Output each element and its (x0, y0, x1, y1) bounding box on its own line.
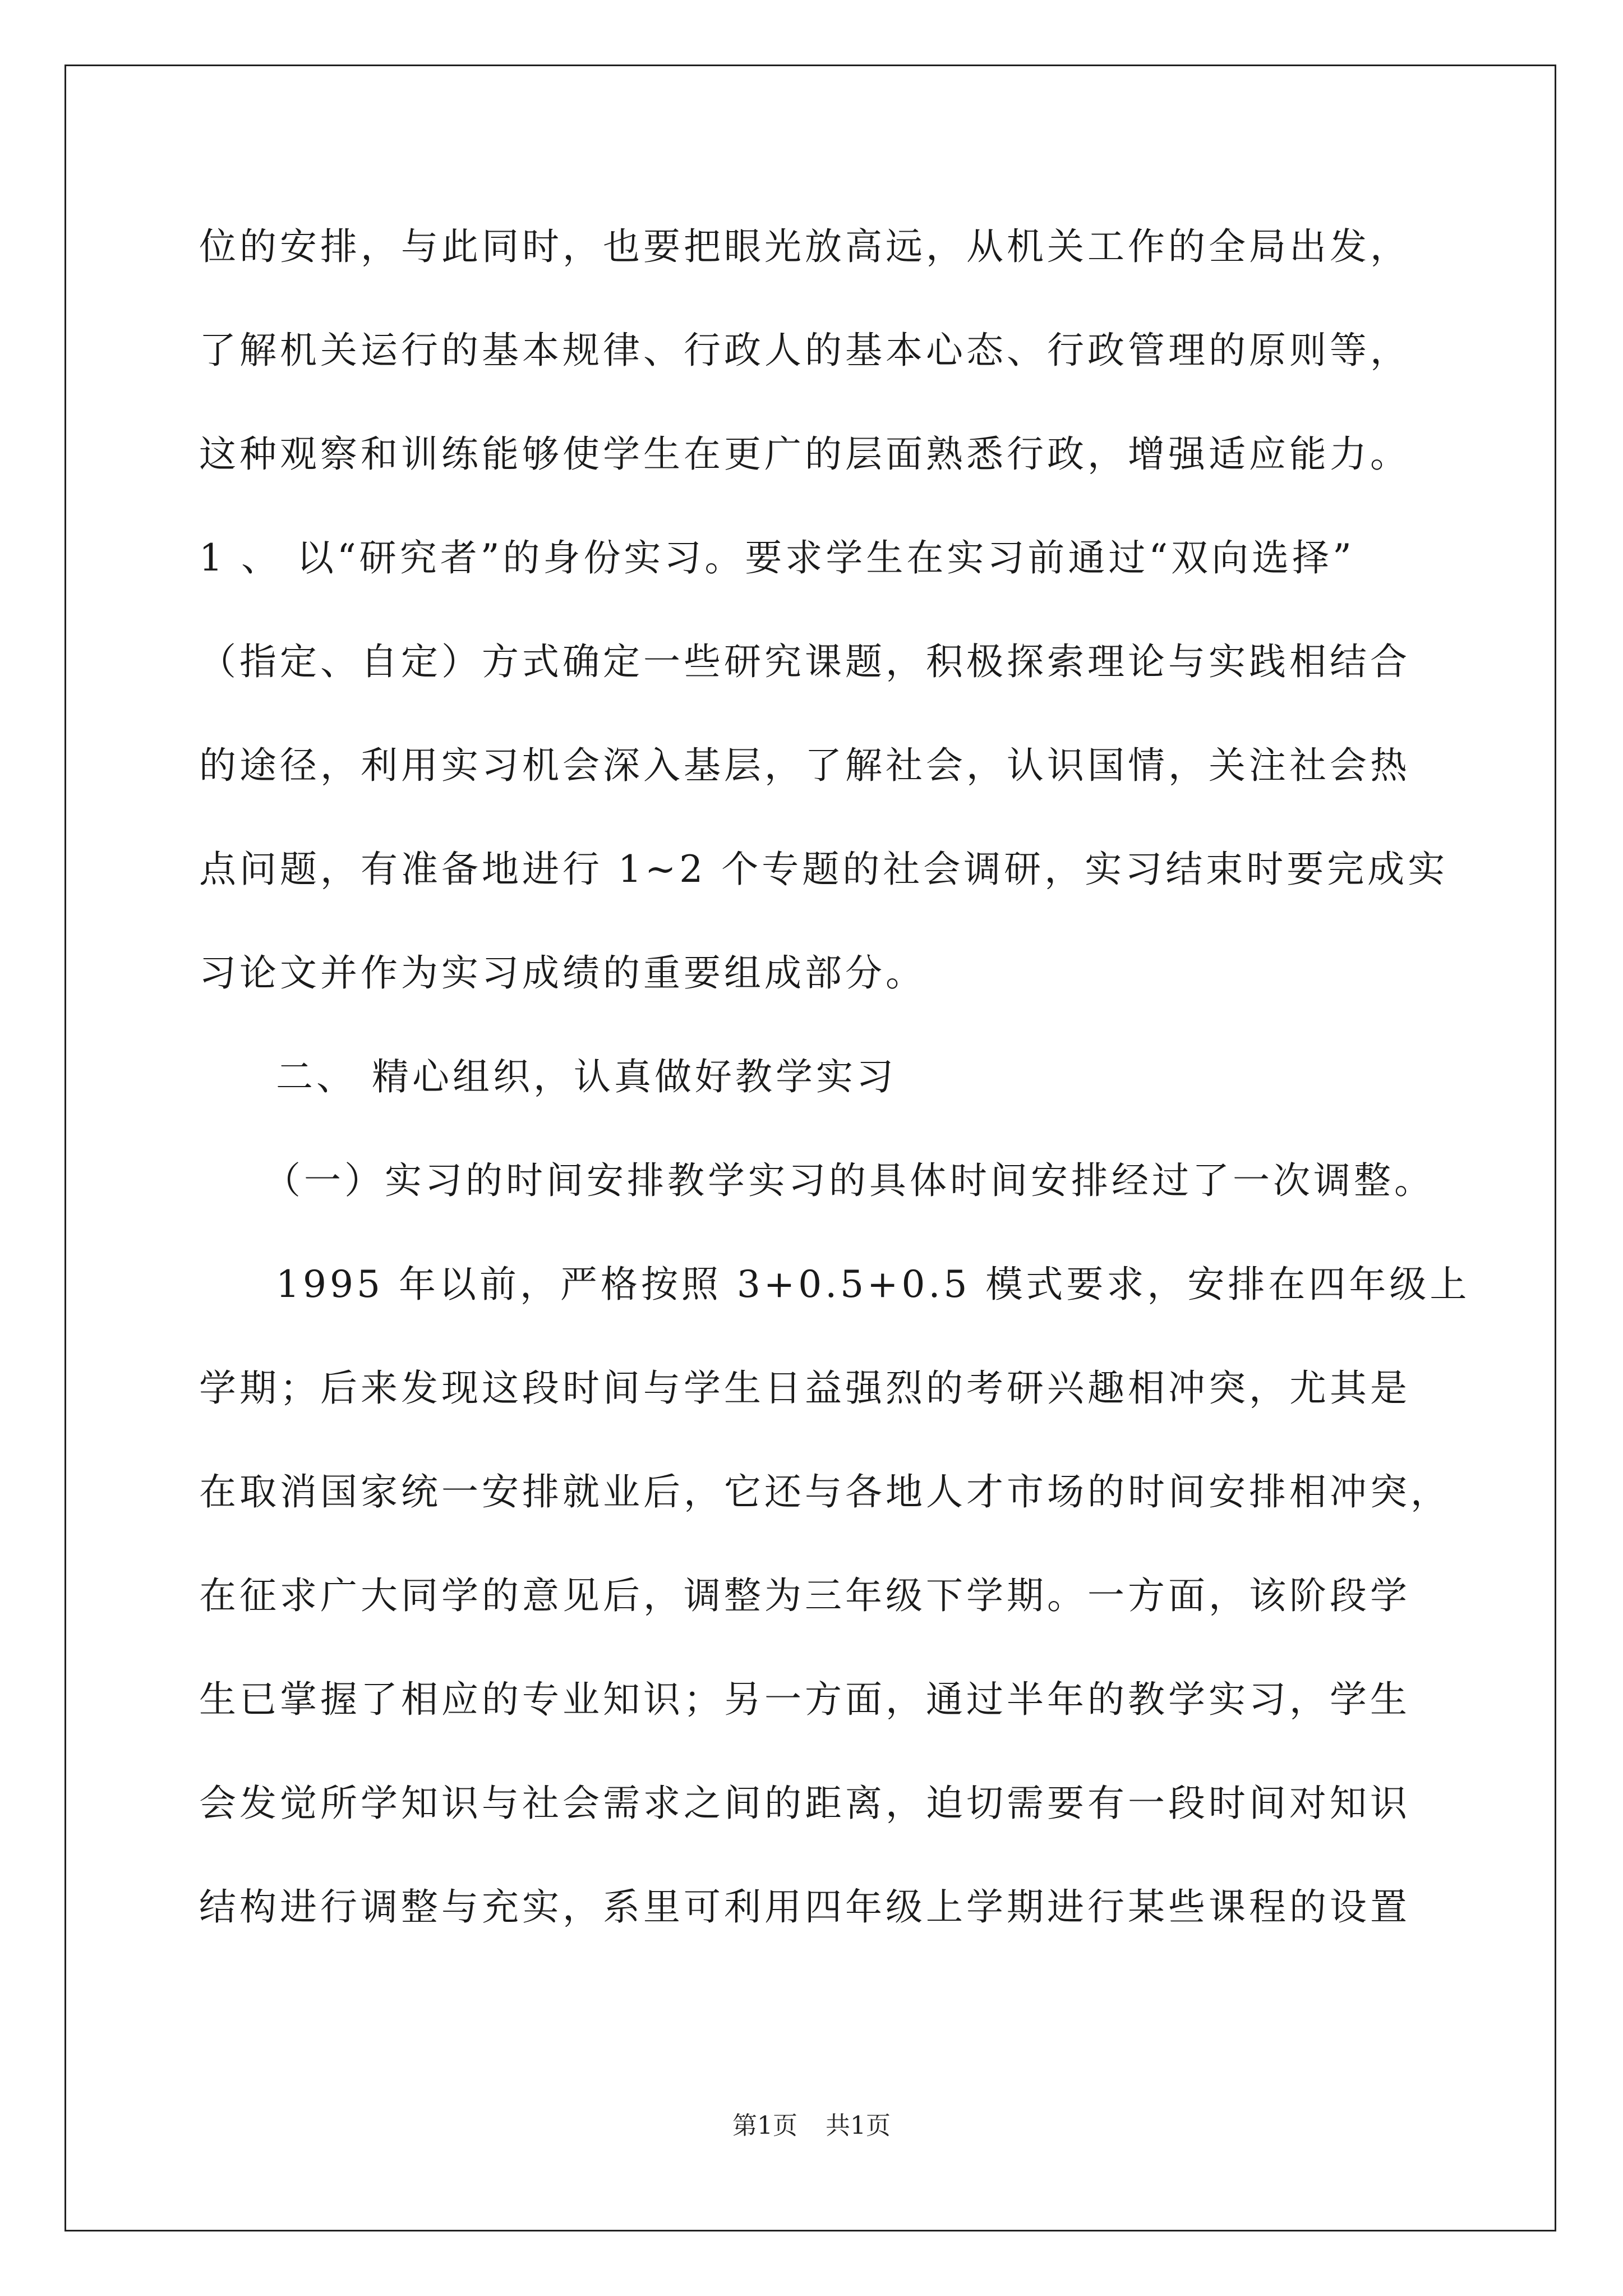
text-line: 会发觉所学知识与社会需求之间的距离，迫切需要有一段时间对知识 (199, 1782, 1410, 1825)
page-total: 共1页 (826, 2111, 891, 2140)
text-line: 在征求广大同学的意见后，调整为三年级下学期。一方面，该阶段学 (199, 1574, 1410, 1617)
text-line: 位的安排，与此同时，也要把眼光放高远，从机关工作的全局出发， (199, 225, 1410, 268)
text-line: 结构进行调整与充实，系里可利用四年级上学期进行某些课程的设置 (199, 1885, 1410, 1929)
text-line: 1995 年以前，严格按照 3+0.5+0.5 模式要求，安排在四年级上 (276, 1263, 1470, 1306)
page-footer (0, 2109, 1623, 2143)
text-line: 习论文并作为实习成绩的重要组成部分。 (199, 951, 926, 995)
subsection-heading: （一）实习的时间安排教学实习的具体时间安排经过了一次调整。 (264, 1159, 1435, 1202)
text-line: 1 、 以“研究者”的身份实习。要求学生在实习前通过“双向选择” (199, 536, 1355, 579)
page-number: 第1页 (732, 2111, 797, 2140)
text-line: 了解机关运行的基本规律、行政人的基本心态、行政管理的原则等， (199, 329, 1410, 372)
text-line: 这种观察和训练能够使学生在更广的层面熟悉行政，增强适应能力。 (199, 432, 1410, 476)
text-line: （指定、自定）方式确定一些研究课题，积极探索理论与实践相结合 (199, 640, 1410, 683)
text-line: 学期；后来发现这段时间与学生日益强烈的考研兴趣相冲突，尤其是 (199, 1366, 1410, 1410)
section-heading: 二、 精心组织，认真做好教学实习 (276, 1055, 897, 1098)
text-line: 生已掌握了相应的专业知识；另一方面，通过半年的教学实习，学生 (199, 1678, 1410, 1721)
text-line: 点问题，有准备地进行 1~2 个专题的社会调研，实习结束时要完成实 (199, 848, 1449, 891)
text-line: 在取消国家统一安排就业后，它还与各地人才市场的时间安排相冲突， (199, 1470, 1451, 1513)
text-line: 的途径，利用实习机会深入基层，了解社会，认识国情，关注社会热 (199, 744, 1410, 787)
